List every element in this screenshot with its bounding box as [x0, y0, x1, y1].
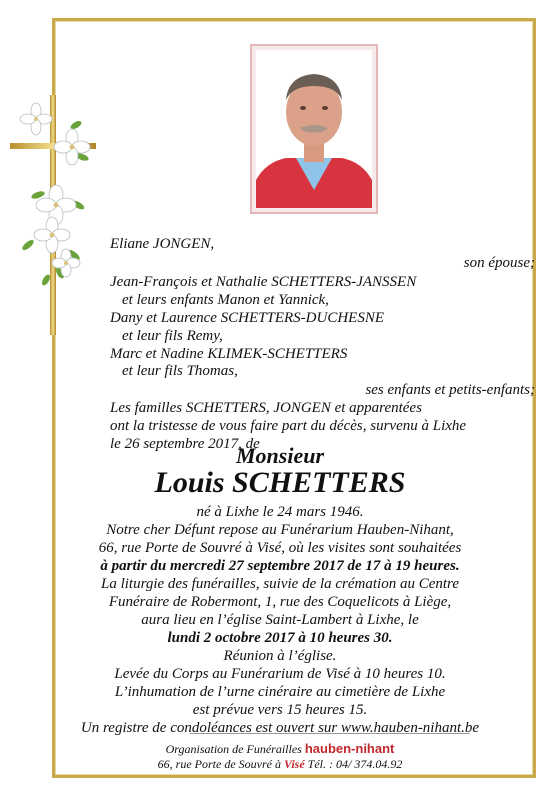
deceased-title: Monsieur	[235, 443, 325, 468]
family-line: Dany et Laurence SCHETTERS-DUCHESNE	[110, 310, 384, 326]
portrait-frame	[250, 44, 378, 214]
address-city: Visé	[283, 757, 305, 771]
detail-line: né à Lixhe le 24 mars 1946.	[196, 504, 364, 520]
family-line: Jean-François et Nathalie SCHETTERS-JANSSEN	[110, 274, 417, 290]
detail-line: Funéraire de Robermont, 1, rue des Coquelicots à Liège,	[108, 594, 452, 610]
portrait-photo-icon	[256, 50, 372, 208]
detail-line: Réunion à l’église.	[223, 648, 337, 664]
family-line: Les familles SCHETTERS, JONGEN et apparentées	[110, 400, 422, 416]
footer-divider	[190, 733, 470, 734]
footer-address	[0, 757, 560, 772]
detail-line: La liturgie des funérailles, suivie de la crémation au Centre	[100, 576, 459, 592]
family-line: et leur fils Thomas,	[122, 363, 238, 379]
detail-line: est prévue vers 15 heures 15.	[192, 702, 368, 718]
detail-line: aura lieu en l’église Saint-Lambert à Lixhe, le	[141, 612, 419, 628]
detail-line: Levée du Corps au Funérarium de Visé à 10 heures 10.	[114, 666, 446, 682]
family-line: ont la tristesse de vous faire part du décès, survenu à Lixhe	[110, 418, 467, 434]
org-label: Organisation de Funérailles	[165, 742, 302, 756]
detail-line: 66, rue Porte de Souvré à Visé, où les visites sont souhaitées	[98, 540, 462, 556]
brand-name: hauben-nihant	[304, 741, 395, 756]
family-line: ses enfants et petits-enfants;	[365, 382, 535, 398]
family-line: et leur fils Remy,	[122, 328, 223, 344]
family-line: son épouse;	[463, 255, 535, 271]
detail-line: à partir du mercredi 27 septembre 2017 de 17 à 19 heures.	[100, 558, 460, 574]
detail-line: L’inhumation de l’urne cinéraire au cimetière de Lixhe	[114, 684, 446, 700]
family-line: le 26 septembre 2017, de	[110, 436, 260, 452]
cross-with-flowers-icon	[8, 95, 108, 335]
family-line: Marc et Nadine KLIMEK-SCHETTERS	[110, 346, 348, 362]
family-line: et leurs enfants Manon et Yannick,	[122, 292, 329, 308]
footer-organisation	[0, 741, 560, 757]
family-line: Eliane JONGEN,	[110, 236, 215, 252]
deceased-name: Louis SCHETTERS	[154, 466, 406, 499]
detail-line: lundi 2 octobre 2017 à 10 heures 30.	[167, 630, 393, 646]
address-text: 66, rue Porte de Souvré à	[157, 757, 281, 771]
detail-line: Notre cher Défunt repose au Funérarium Hauben-Nihant,	[106, 522, 454, 538]
condolence-register: Un registre de condoléances est ouvert sur www.hauben-nihant.be	[80, 720, 480, 736]
phone-text: Tél. : 04/ 374.04.92	[307, 757, 403, 771]
